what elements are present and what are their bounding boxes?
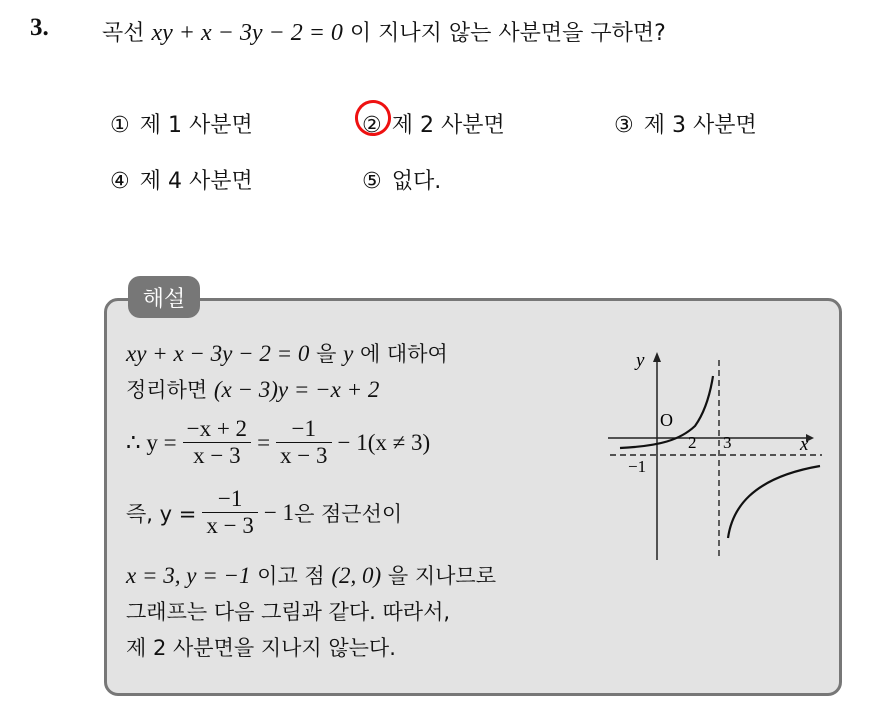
question-number: 3. — [30, 14, 49, 41]
sol-l5-math2: (2, 0) — [331, 563, 382, 588]
choice-3[interactable] — [614, 108, 757, 139]
sol-l4-num: −1 — [202, 486, 257, 513]
solution-line-1 — [126, 338, 448, 368]
choice-2-text: 제 2 사분면 — [391, 113, 505, 138]
sol-l3-f1-den: x − 3 — [193, 443, 241, 468]
question-text-post: 이 지나지 않는 사분면을 구하면? — [342, 21, 666, 46]
choice-4-text: 제 4 사분면 — [139, 169, 253, 194]
sol-l3-tail: − 1(x ≠ 3) — [337, 429, 431, 455]
sol-l3-pre: ∴ y = — [126, 429, 177, 455]
solution-line-3 — [126, 416, 430, 469]
sol-l3-fraction-2 — [276, 416, 331, 469]
graph-origin-label: O — [660, 410, 673, 430]
sol-l3-f2-num: −1 — [276, 416, 331, 443]
solution-tag: 해설 — [128, 276, 200, 318]
sol-l4-pre: 즉, y = — [126, 501, 197, 526]
question-text — [102, 16, 666, 47]
sol-l1-mid: 을 — [309, 342, 344, 366]
solution-line-2 — [126, 374, 379, 404]
sol-l5-text2: 을 지나므로 — [381, 564, 496, 588]
hyperbola-graph — [600, 340, 830, 570]
sol-l1-math: xy + x − 3y − 2 = 0 — [126, 341, 310, 366]
graph-y-label: y — [636, 350, 645, 371]
sol-l3-f1-num: −x + 2 — [183, 416, 251, 443]
sol-l2-math: (x − 3)y = −x + 2 — [213, 377, 380, 402]
sol-l2-text: 정리하면 — [126, 378, 214, 402]
solution-line-7: 제 2 사분면을 지나지 않는다. — [126, 636, 396, 660]
sol-l5-math1: x = 3, y = −1 — [126, 563, 251, 588]
choice-5[interactable] — [362, 164, 441, 195]
choice-3-marker: ③ — [614, 113, 634, 138]
solution-line-5 — [126, 560, 496, 590]
graph-tick-2: 2 — [688, 433, 697, 452]
choice-4[interactable] — [110, 164, 253, 195]
sol-l1-var: y — [343, 341, 354, 366]
sol-l4-tail-math: − 1 — [263, 499, 295, 525]
choice-5-text: 없다. — [391, 169, 442, 194]
choice-1-marker: ① — [110, 113, 130, 138]
sol-l4-fraction — [202, 486, 257, 539]
sol-l4-tail-text: 은 점근선이 — [294, 501, 403, 526]
solution-line-4 — [126, 486, 402, 539]
sol-l3-eq: = — [257, 429, 271, 455]
question-equation: xy + x − 3y − 2 = 0 — [151, 20, 343, 46]
sol-l3-fraction-1 — [183, 416, 251, 469]
graph-tick-neg1: −1 — [628, 457, 647, 476]
graph-tick-3: 3 — [723, 433, 732, 452]
choice-2-marker: ② — [362, 113, 382, 138]
graph-x-label: x — [800, 434, 809, 455]
choice-1-text: 제 1 사분면 — [139, 113, 253, 138]
solution-line-6: 그래프는 다음 그림과 같다. 따라서, — [126, 600, 451, 624]
curve-right-branch — [728, 466, 820, 538]
sol-l3-f2-den: x − 3 — [280, 443, 328, 468]
sol-l4-den: x − 3 — [206, 513, 254, 538]
question-text-pre: 곡선 — [102, 21, 152, 46]
sol-l5-text1: 이고 점 — [250, 564, 332, 588]
sol-l1-end: 에 대하여 — [353, 342, 448, 366]
choice-4-marker: ④ — [110, 169, 130, 194]
choice-1[interactable] — [110, 108, 253, 139]
choice-5-marker: ⑤ — [362, 169, 382, 194]
choice-3-text: 제 3 사분면 — [643, 113, 757, 138]
